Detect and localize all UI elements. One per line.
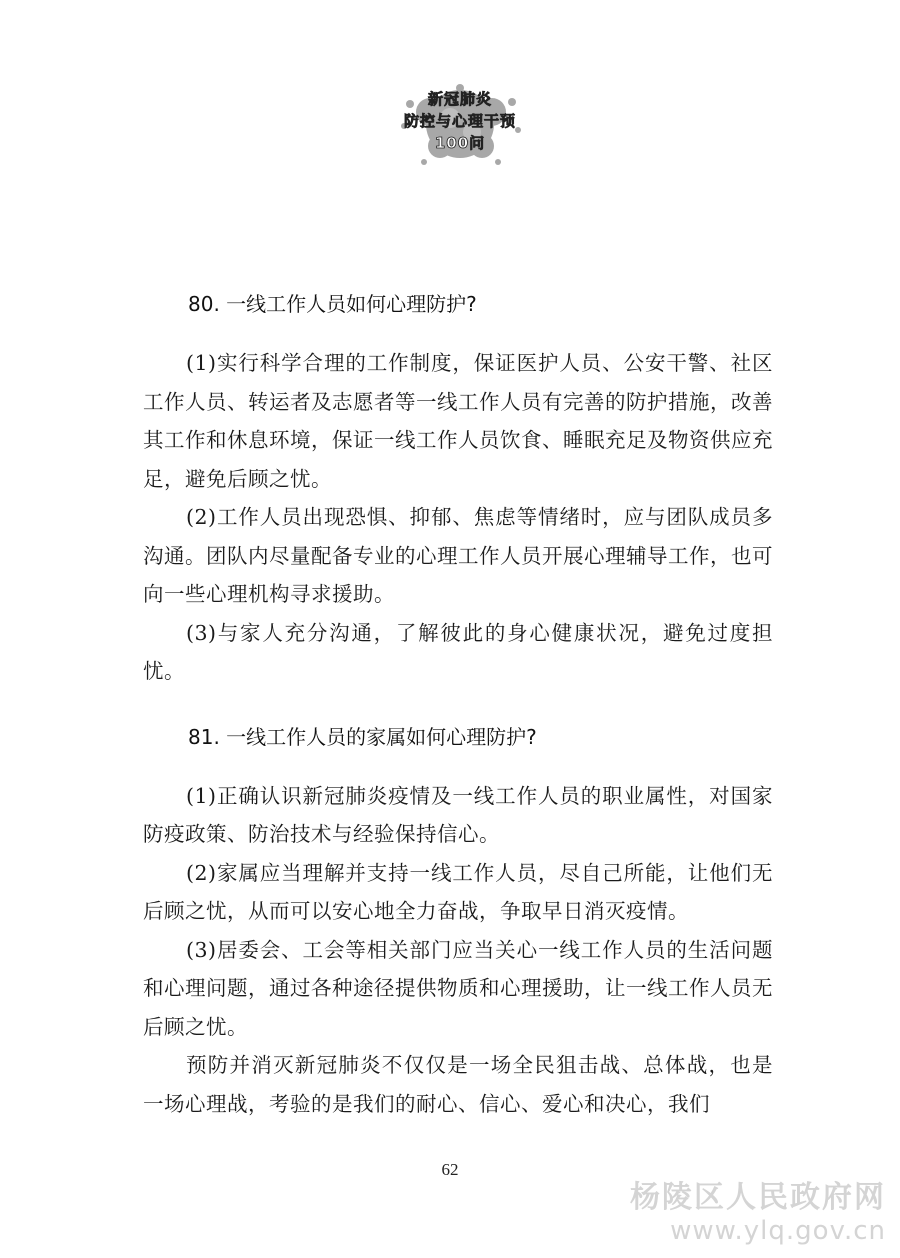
book-title-logo [380, 82, 540, 172]
page-number: 62 [441, 1160, 459, 1179]
question-80-paragraph-2: (2)工作人员出现恐惧、抑郁、焦虑等情绪时，应与团队成员多沟通。团队内尽量配备专业的心理工作人员开展心理辅导工作，也可向一些心理机构寻求援助。 [143, 505, 773, 606]
logo-title-line-3: 100问 [434, 134, 486, 152]
page-content [143, 288, 773, 1123]
question-81-paragraph-1: (1)正确认识新冠肺炎疫情及一线工作人员的职业属性，对国家防疫政策、防治技术与经验保持信心。 [143, 783, 773, 846]
question-80-paragraph-1: (1)实行科学合理的工作制度，保证医护人员、公安干警、社区工作人员、转运者及志愿者等一线工作人员有完善的防护措施，改善其工作和休息环境，保证一线工作人员饮食、睡眠充足及物资供应充足，避免后顾之忧。 [143, 351, 773, 491]
question-81-paragraph-2: (2)家属应当理解并支持一线工作人员，尽自己所能，让他们无后顾之忧，从而可以安心地全力奋战，争取早日消灭疫情。 [143, 860, 773, 923]
question-81-paragraph-3: (3)居委会、工会等相关部门应当关心一线工作人员的生活问题和心理问题，通过各种途径提供物质和心理援助，让一线工作人员无后顾之忧。 [143, 937, 773, 1039]
site-watermark [630, 1180, 886, 1246]
watermark-site-url: www.ylq.gov.cn [670, 1216, 886, 1246]
logo-title-line-2: 防控与心理干预 [403, 112, 516, 130]
logo-title-line-1: 新冠肺炎 [427, 90, 492, 108]
question-80-paragraph-3: (3)与家人充分沟通，了解彼此的身心健康状况，避免过度担忧。 [143, 620, 773, 683]
closing-paragraph: 预防并消灭新冠肺炎不仅仅是一场全民狙击战、总体战，也是一场心理战，考验的是我们的耐心、信心、爱心和决心，我们 [143, 1053, 773, 1116]
watermark-site-name: 杨陵区人民政府网 [630, 1180, 886, 1215]
question-81-heading: 81. 一线工作人员的家属如何心理防护? [188, 724, 537, 749]
question-80-heading: 80. 一线工作人员如何心理防护? [188, 292, 477, 316]
